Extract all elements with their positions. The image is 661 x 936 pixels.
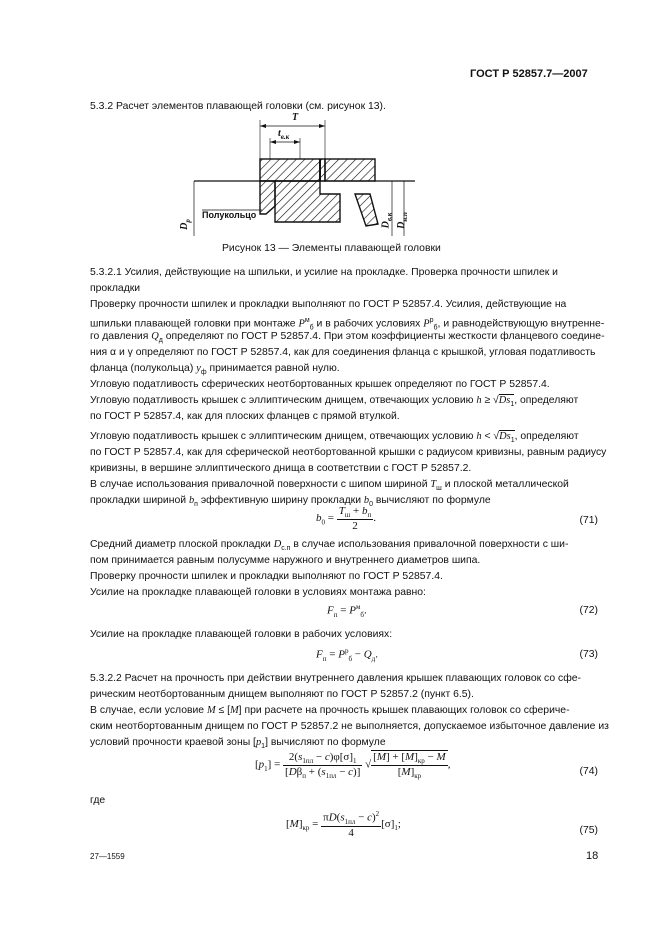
equation-74-number: (74)	[579, 766, 598, 777]
tube-sheet	[275, 181, 340, 222]
dim-tvk-label: $t_{в.к}$	[278, 128, 290, 141]
equation-73: $F_п = P^р_б - Q_д$.	[316, 647, 378, 663]
equation-75: $[M]_{кр}$ = $\frac{\pi D(s_{1пл} - c)^2}{4}$ $[\sigma]_1$;	[286, 810, 401, 839]
para-elliptic2-line1: Угловую податливость крышек с эллиптическим днищем, отвечающих условию $h < √Ds_1$, определяют	[90, 431, 579, 445]
dim-Dnn-label: $D_{н.п}$	[395, 212, 409, 229]
document-code: ГОСТ Р 52857.7—2007	[470, 68, 588, 80]
para-elliptic1-line2: по ГОСТ Р 52857.4, как для плоских фланцев с прямой втулкой.	[90, 411, 400, 422]
para-5321-line1: 5.3.2.1 Усилия, действующие на шпильки, и усилие на прокладке. Проверка прочности шпилек и	[90, 267, 558, 278]
figure-13	[180, 114, 440, 239]
para-5322-line1: 5.3.2.2 Расчет на прочность при действии внутреннего давления крышек плавающих головок со сфе-	[90, 673, 581, 684]
para-check-line3: го давления $Q_д$ определяют по ГОСТ Р 52857.4. При этом коэффициенты жесткости фланцевого соедине-	[90, 331, 605, 345]
para-tongue-line2: прокладки шириной $b_п$ эффективную ширину прокладки $b_0$ вычисляют по формуле	[90, 495, 491, 509]
shell-end	[355, 194, 378, 226]
dim-T-label: T	[292, 112, 299, 123]
para-5322-line2: рическим неотбортованным днищем выполняют по ГОСТ Р 52857.2 (пункт 6.5).	[90, 689, 474, 700]
para-tongue-line1: В случае использования привалочной поверхности с шипом шириной $T_ш$ и плоской металлической	[90, 479, 569, 493]
para-elliptic2-line2: по ГОСТ Р 52857.4, как для сферической неотбортованной крышки с радиусом кривизны, равным радиусу	[90, 447, 607, 458]
section-title: 5.3.2 Расчет элементов плавающей головки (см. рисунок 13).	[90, 101, 386, 112]
dim-Dp-label: $D_p$	[178, 219, 192, 230]
para-check-line1: Проверку прочности шпилек и прокладки выполняют по ГОСТ Р 52857.4. Усилия, действующие на	[90, 299, 567, 310]
equation-75-number: (75)	[579, 825, 598, 836]
para-elliptic2-line3: кривизны, в вершине эллиптического днища в соответствии с ГОСТ Р 52857.2.	[90, 463, 472, 474]
para-work-force: Усилие на прокладке плавающей головки в рабочих условиях:	[90, 629, 393, 640]
para-elliptic1-line1: Угловую податливость крышек с эллиптическим днищем, отвечающих условию $h \ge √Ds_1$, определяют	[90, 395, 579, 409]
equation-74: $[p_1]$ = $\frac{2(s_{1пл} - c)\varphi[\sigma]_1}{[D\beta_п + (s_{1пл} - c)]}$ √ $\frac{[M] + [M]_{кр} - M}{[M]_{кр}}$ ,	[255, 750, 451, 781]
figure-caption: Рисунок 13 — Элементы плавающей головки	[222, 243, 441, 254]
para-spherical: Угловую податливость сферических неотбортованных крышек определяют по ГОСТ Р 52857.4.	[90, 379, 550, 390]
where-label: где	[90, 795, 106, 806]
para-5321-line2: прокладки	[90, 283, 141, 294]
para-check-repeat: Проверку прочности шпилек и прокладки выполняют по ГОСТ Р 52857.4.	[90, 571, 443, 582]
para-mean-diameter-line1: Средний диаметр плоской прокладки $D_{с.п}$ в случае использования привалочной поверхности с ши-	[90, 539, 569, 553]
page-number: 18	[586, 850, 599, 862]
para-check-line5: фланца (полукольца) $y_ф$ принимается равной нулю.	[90, 363, 340, 377]
equation-73-number: (73)	[579, 649, 598, 660]
half-ring	[260, 181, 275, 214]
footer-print-code: 27—1559	[90, 852, 125, 861]
cover-flange-right	[325, 159, 375, 181]
cover-flange-left	[260, 159, 325, 181]
para-check-line2: шпильки плавающей головки при монтаже $P^м_б$ и в рабочих условиях $P^р_б$, и равнодействующую внутренне-	[90, 317, 605, 332]
equation-72: $F_п = P^м_б$.	[327, 603, 367, 619]
equation-71-number: (71)	[579, 515, 598, 526]
para-mean-diameter-line2: пом принимается равным полусумме наружного и внутреннего диаметров шипа.	[90, 555, 481, 566]
equation-71: $b_0$ = $\frac{T_ш + b_п}{2}$ .	[316, 505, 376, 533]
para-condition-line1: В случае, если условие M ≤ [M] при расчете на прочность крышек плавающих головок со сфериче-	[90, 705, 570, 716]
dim-Dvk-label: $D_{в.к}$	[380, 212, 394, 229]
para-condition-line3: условий прочности краевой зоны $[p_1]$ вычисляют по формуле	[90, 737, 386, 751]
para-mount-force: Усилие на прокладке плавающей головки в условиях монтажа равно:	[90, 587, 426, 598]
halfring-label: Полукольцо	[202, 210, 257, 220]
equation-72-number: (72)	[579, 605, 598, 616]
para-condition-line2: ским неотбортованным днищем по ГОСТ Р 52857.2 не выполняется, допускаемое избыточное давление из	[90, 721, 609, 732]
para-check-line4: ния α и γ определяют по ГОСТ Р 52857.4, как для соединения фланца с крышкой, угловая податливость	[90, 347, 596, 358]
